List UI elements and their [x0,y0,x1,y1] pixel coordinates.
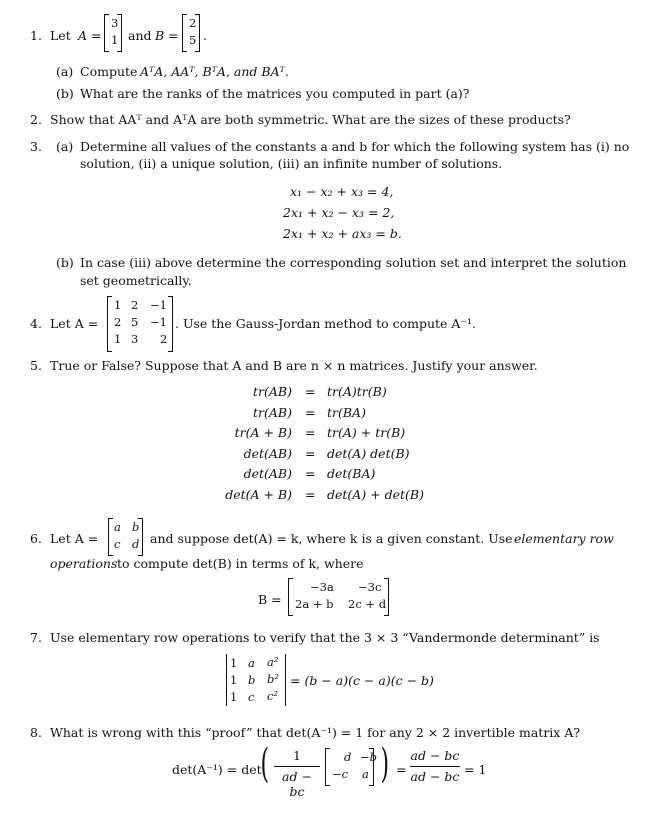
det-cell: 1 [230,673,238,687]
identity-eq: = [305,466,316,481]
matrix-cell: 5 [131,315,139,329]
det-cell: b² [267,672,279,686]
q7-det-bar-left [226,654,227,706]
q8-lhs: det(A⁻¹) = det [172,762,262,777]
matrix-cell: 2c + d [348,597,387,611]
identity-eq: = [305,486,316,502]
q7-number: 7. [30,630,42,645]
identity-lhs: tr(AB) [253,404,292,420]
q1-B-entry: 5 [189,33,197,47]
q1-B-entry: 2 [189,16,197,30]
q3-equation-3: 2x₁ + x₂ + ax₃ = b. [283,226,402,241]
q6-A-bracket-left [108,518,113,556]
q1a-label: (a) [56,64,74,79]
q8-result-line [410,766,460,767]
q1-B: B [155,28,165,43]
q6-B-bracket-left [288,578,293,616]
q2-text: Show that AAᵀ and AᵀA are both symmetric. What are the sizes of these products? [50,112,571,127]
identity-rhs: tr(A)tr(B) [327,384,387,399]
identity-rhs: det(A) det(B) [327,445,410,461]
q8-result: = 1 [464,762,487,777]
det-cell: 1 [230,656,238,670]
q1-A-bracket-left [104,14,109,52]
q6-B-bracket-right [384,578,389,616]
q5-text: True or False? Suppose that A and B are n × n matrices. Justify your answer. [50,358,538,373]
q8-right-paren: ) [380,741,390,787]
matrix-cell: 2a + b [295,597,334,611]
matrix-cell: 3 [131,332,139,346]
det-cell: a² [267,655,279,669]
q3b-label: (b) [56,255,74,270]
identity-lhs: tr(A + B) [234,425,292,440]
q1-period: . [203,28,207,43]
q8-bracket-left [325,748,330,786]
q3a-line2: solution, (ii) a unique solution, (iii) an infinite number of solutions. [80,156,503,171]
q1-and: and [128,28,152,43]
q8-frac-denominator: ad − bc [282,769,312,799]
matrix-cell: 2 [160,332,168,346]
matrix-cell: d [132,537,140,551]
q4-bracket-right [168,296,173,352]
identity-eq: = [305,404,316,420]
q3b-line2: set geometrically. [80,273,192,288]
q4-text: . Use the Gauss-Jordan method to compute A⁻¹. [175,316,477,331]
matrix-cell: 2 [131,298,139,312]
q8-bracket-right [369,748,374,786]
q8-eq: = [396,762,407,777]
q3-equation-1: x₁ − x₂ + x₃ = 4, [290,184,394,199]
matrix-cell: −3c [358,580,382,594]
identity-lhs: tr(AB) [253,384,292,399]
det-cell: c² [267,689,279,703]
q7-rhs: = (b − a)(c − a)(c − b) [290,673,434,688]
det-cell: a [248,656,255,670]
matrix-cell: −1 [150,315,167,329]
q8-number: 8. [30,725,42,740]
q1-number: 1. [30,28,42,43]
q6-line1-emphasis: elementary row [514,531,614,546]
matrix-cell: a [114,520,121,534]
q3a-label: (a) [56,139,74,154]
matrix-cell: −3a [310,580,334,594]
q8-frac-line [274,766,320,767]
q6-number: 6. [30,531,42,546]
q7-det-bar-right [285,654,286,706]
q8-frac-numerator: 1 [293,748,301,763]
identity-eq: = [305,384,316,399]
matrix-cell: −1 [150,298,167,312]
det-cell: b [248,673,256,687]
identity-rhs: tr(A) + tr(B) [327,425,406,440]
identity-rhs: det(A) + det(B) [327,486,424,502]
q1b-label: (b) [56,86,74,101]
q6-line1-text: and suppose det(A) = k, where k is a given constant. Use [150,531,513,546]
q6-line2-text: to compute det(B) in terms of k, where [117,556,364,571]
q1a-text: Compute [80,64,138,79]
q1-B-bracket-right [195,14,200,52]
q3-number: 3. [30,139,42,154]
q4-bracket-left [107,296,112,352]
q5-number: 5. [30,358,42,373]
identity-lhs: det(AB) [243,445,292,461]
det-cell: c [248,690,255,704]
identity-eq: = [305,445,316,461]
q3a-line1: Determine all values of the constants a and b for which the following system has (i) no [80,139,630,154]
q2-number: 2. [30,112,42,127]
q7-text: Use elementary row operations to verify that the 3 × 3 “Vandermonde determinant” is [50,630,600,645]
q1-A: A [78,28,88,43]
identity-lhs: det(A + B) [225,486,292,502]
q1-let: Let [50,28,71,43]
matrix-cell: b [132,520,140,534]
matrix-cell: 1 [114,332,122,346]
matrix-cell: −b [360,750,377,764]
q3b-line1: In case (iii) above determine the corresponding solution set and interpret the solution [80,255,627,270]
q4-let: Let A = [50,316,99,331]
q3-equation-2: 2x₁ + x₂ − x₃ = 2, [283,205,395,220]
identity-lhs: det(AB) [243,466,292,481]
identity-rhs: det(BA) [327,466,376,481]
identity-rhs: tr(BA) [327,404,366,420]
q4-number: 4. [30,316,42,331]
q1a-list: AᵀA, AAᵀ, BᵀA, and BAᵀ. [140,64,289,79]
q6-let: Let A = [50,531,99,546]
matrix-cell: c [114,537,121,551]
q1-A-bracket-right [117,14,122,52]
q1-eq-a: = [91,28,102,43]
q8-left-paren: ( [260,741,270,787]
q8-result-denominator: ad − bc [410,769,460,784]
q6-A-bracket-right [138,518,143,556]
q8-result-numerator: ad − bc [410,748,460,763]
q1-B-bracket-left [182,14,187,52]
matrix-cell: d [344,750,352,764]
q6-B-label: B = [258,592,282,607]
identity-eq: = [305,425,316,440]
matrix-cell: a [362,767,369,781]
q1b-text: What are the ranks of the matrices you computed in part (a)? [80,86,470,101]
q1-A-entry: 3 [111,16,119,30]
q1-A-entry: 1 [111,33,119,47]
q8-text: What is wrong with this “proof” that det(A⁻¹) = 1 for any 2 × 2 invertible matrix A? [50,725,581,740]
q6-line2-emphasis: operations [50,556,118,571]
matrix-cell: 1 [114,298,122,312]
matrix-cell: 2 [114,315,122,329]
q1-eq-b: = [168,28,179,43]
matrix-cell: −c [332,767,349,781]
det-cell: 1 [230,690,238,704]
